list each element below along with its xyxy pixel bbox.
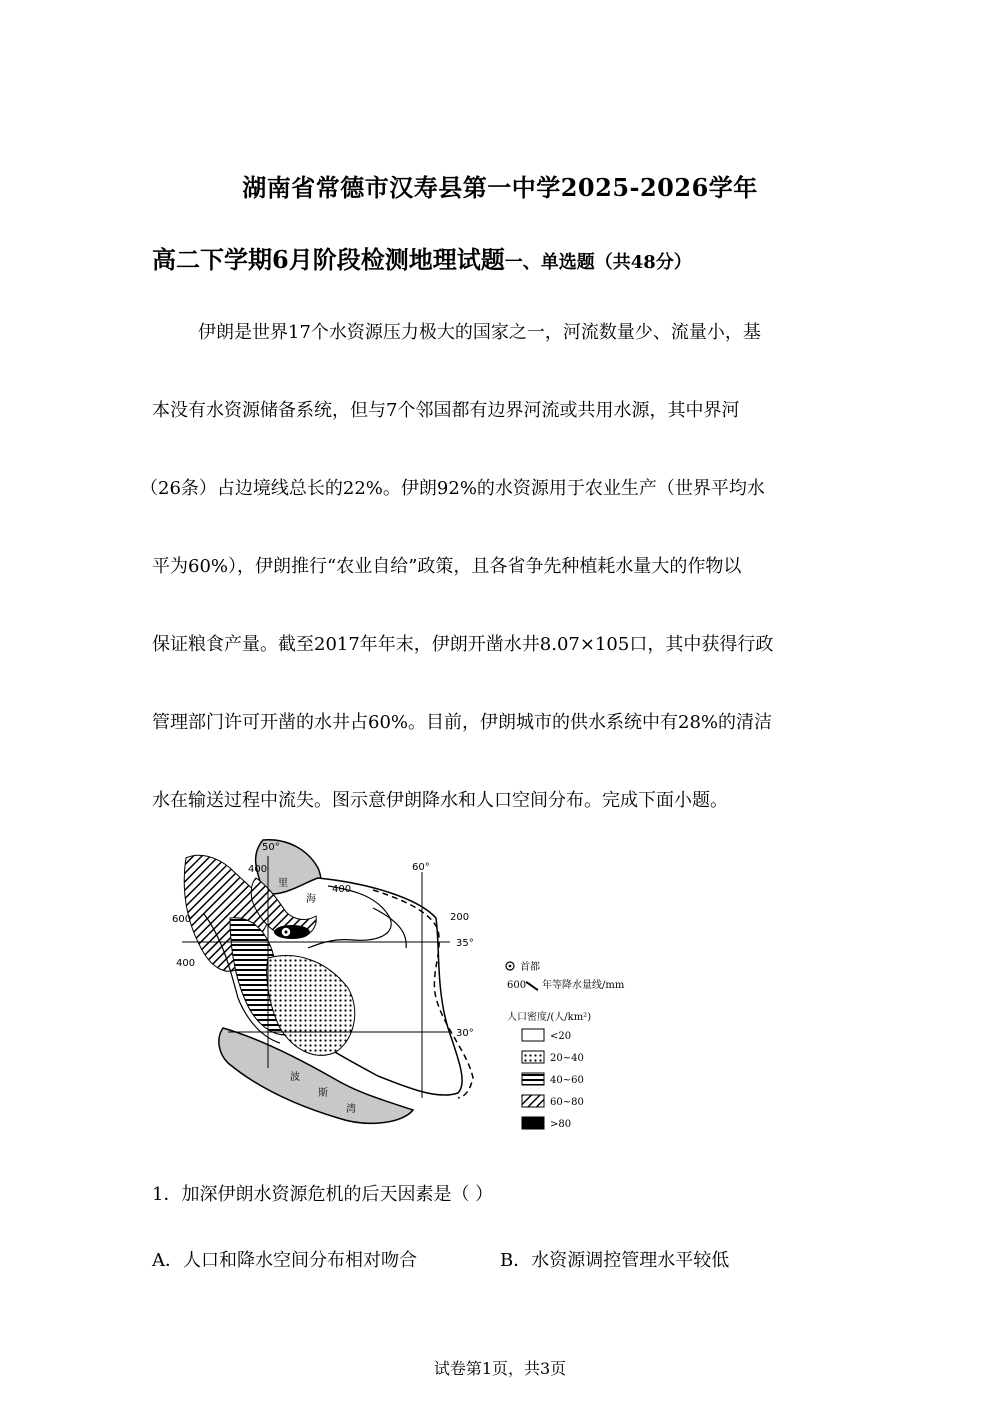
isohyet-label-600: 600 xyxy=(172,914,192,925)
lon-label-50: 50° xyxy=(262,842,280,853)
capital-dot xyxy=(285,931,288,934)
legend-capital: 首都 xyxy=(520,962,540,973)
isohyet-label-400c: 400 xyxy=(176,958,196,969)
gulf-label-2: 斯 xyxy=(318,1088,328,1099)
page-footer: 试卷第1页，共3页 xyxy=(433,1359,567,1378)
question-1: 1．加深伊朗水资源危机的后天因素是（ ） xyxy=(152,1184,494,1205)
option-b[interactable]: B．水资源调控管理水平较低 xyxy=(500,1250,730,1271)
isohyet-label-400b: 400 xyxy=(332,884,352,895)
legend-class-5: >80 xyxy=(550,1119,572,1130)
caspian-label-2: 海 xyxy=(306,894,316,905)
lat-label-30: 30° xyxy=(456,1028,474,1039)
iran-map-figure xyxy=(168,838,628,1138)
option-a[interactable]: A．人口和降水空间分布相对吻合 xyxy=(152,1250,417,1271)
exam-subtitle: 高二下学期6月阶段检测地理试题 xyxy=(152,245,505,274)
passage-line-6: 管理部门许可开凿的水井占60%。目前，伊朗城市的供水系统中有28%的清洁 xyxy=(152,712,773,733)
legend-isohyet-value: 600 xyxy=(507,980,527,991)
passage-line-3: （26条）占边境线总长的22%。伊朗92%的水资源用于农业生产（世界平均水 xyxy=(140,478,765,499)
legend-class-3: 40~60 xyxy=(550,1075,584,1086)
gulf-label-3: 湾 xyxy=(346,1104,356,1115)
lat-label-35: 35° xyxy=(456,938,474,949)
legend-class-1: <20 xyxy=(550,1031,572,1042)
caspian-label-1: 里 xyxy=(278,878,288,889)
legend-class-4: 60~80 xyxy=(550,1097,584,1108)
passage-line-1: 伊朗是世界17个水资源压力极大的国家之一，河流数量少、流量小，基 xyxy=(198,322,761,343)
passage-line-5: 保证粮食产量。截至2017年年末，伊朗开凿水井8.07×105口，其中获得行政 xyxy=(152,634,774,655)
exam-title-line2 xyxy=(152,240,692,275)
legend-isohyet-text: 年等降水量线/mm xyxy=(542,980,625,991)
passage-line-2: 本没有水资源储备系统，但与7个邻国都有边界河流或共用水源，其中界河 xyxy=(152,400,740,421)
legend-isohyet-line xyxy=(526,982,538,990)
section-heading: 一、单选题（共48分） xyxy=(504,252,692,273)
capital-high-density xyxy=(274,925,310,939)
gulf-label-1: 波 xyxy=(290,1072,300,1083)
legend-class-2: 20~40 xyxy=(550,1053,584,1064)
lon-label-60: 60° xyxy=(412,862,430,873)
passage-line-7: 水在输送过程中流失。图示意伊朗降水和人口空间分布。完成下面小题。 xyxy=(152,790,728,811)
isohyet-label-400a: 400 xyxy=(248,864,268,875)
isohyet-label-200: 200 xyxy=(450,912,470,923)
map-legend xyxy=(506,960,625,1130)
exam-title-line1: 湖南省常德市汉寿县第一中学2025-2026学年 xyxy=(242,173,758,202)
legend-density-title: 人口密度/(人/km²) xyxy=(507,1012,592,1023)
passage-line-4: 平为60%），伊朗推行“农业自给”政策，且各省争先种植耗水量大的作物以 xyxy=(152,556,742,577)
